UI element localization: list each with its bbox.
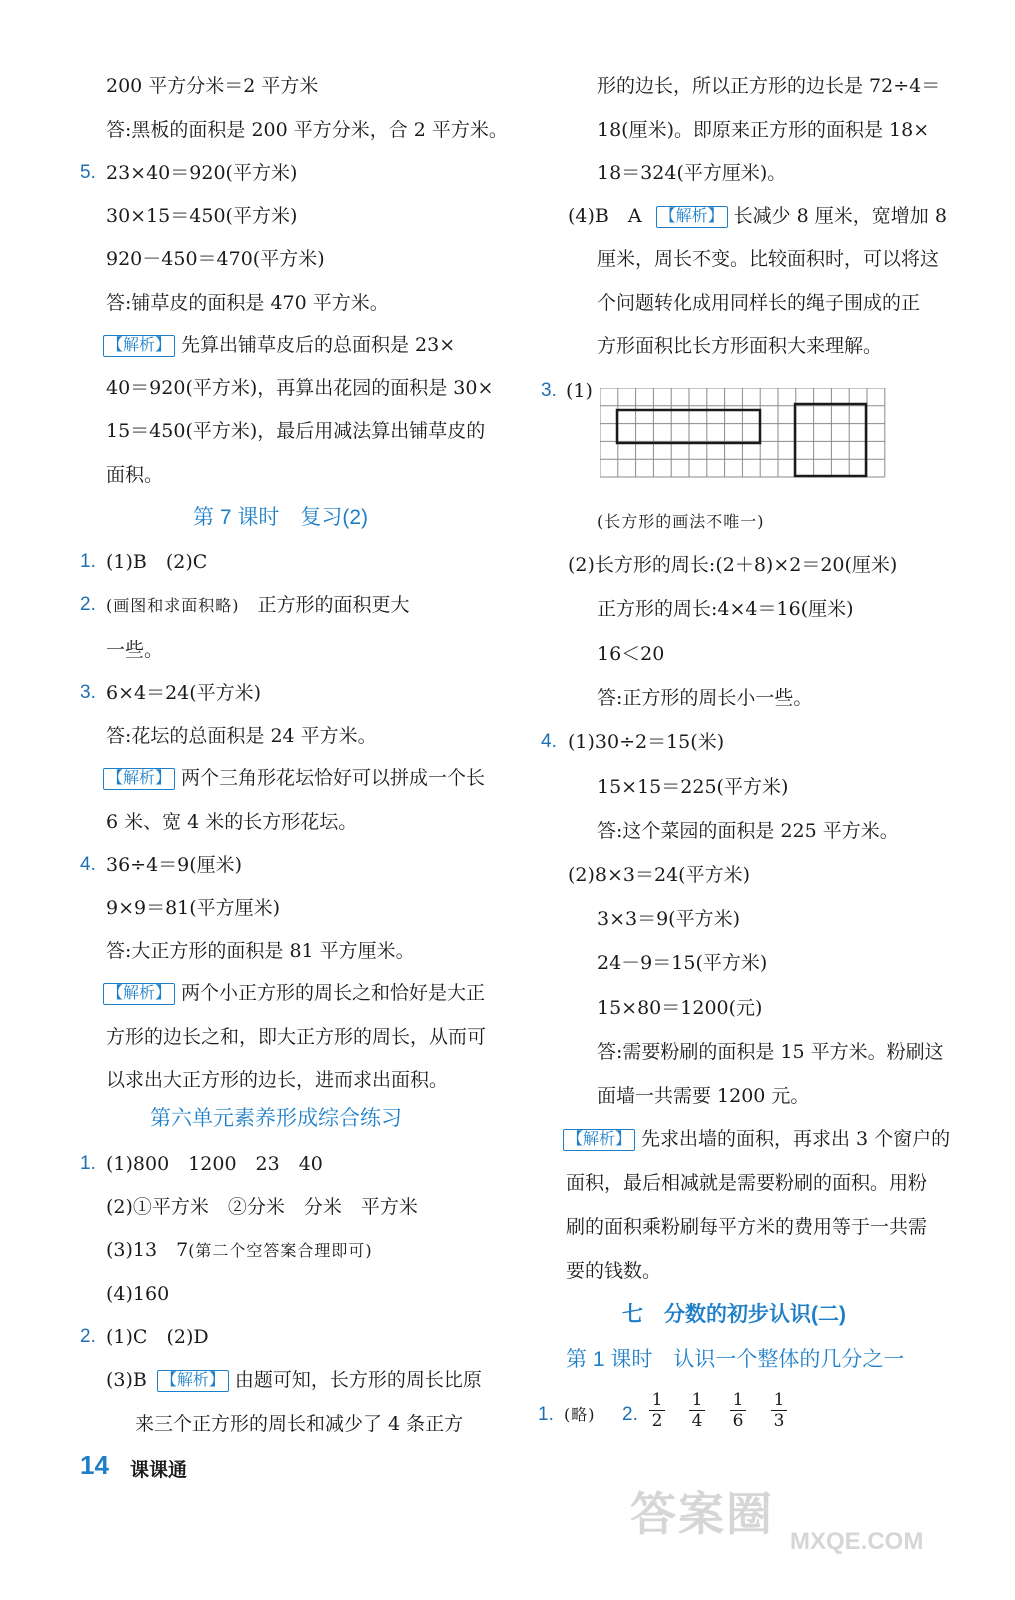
analysis-tag: 【解析】 (103, 335, 175, 357)
answer-line: (4)160 (106, 1283, 170, 1305)
answer-line: (略) (564, 1405, 596, 1424)
analysis-line: 18(厘米)。即原来正方形的面积是 18× (597, 119, 930, 141)
analysis-line: 以求出大正方形的边长，进而求出面积。 (106, 1069, 449, 1091)
question-number: 1. (538, 1404, 554, 1425)
answer-line: 答:花坛的总面积是 24 平方米。 (106, 725, 377, 747)
question-number: 4. (541, 731, 557, 752)
question-number: 1. (80, 551, 96, 572)
answer-line: (3)13 7(第二个空答案合理即可) (106, 1239, 373, 1261)
section-heading: 第 1 课时 认识一个整体的几分之一 (566, 1348, 905, 1371)
fraction: 1 6 (730, 1391, 746, 1430)
analysis-tag: 【解析】 (563, 1129, 635, 1151)
note-line: (长方形的画法不唯一) (597, 512, 765, 531)
question-number: 4. (80, 854, 96, 875)
analysis-line: 【解析】 先求出墙的面积，再求出 3 个窗户的 (563, 1126, 950, 1152)
analysis-line: 18＝324(平方厘米)。 (597, 162, 787, 184)
analysis-line: 6 米、宽 4 米的长方形花坛。 (106, 811, 358, 833)
question-number: 2. (80, 1326, 96, 1347)
chapter-heading: 七 分数的初步认识(二) (622, 1303, 846, 1326)
analysis-line: 【解析】 先算出铺草皮后的总面积是 23× (103, 332, 455, 358)
analysis-line: 要的钱数。 (566, 1260, 662, 1282)
analysis-line: 方形面积比长方形面积大来理解。 (597, 335, 883, 357)
answer-line: 答:正方形的周长小一些。 (597, 687, 813, 709)
question-number: 1. (80, 1153, 96, 1174)
answer-line: 6×4＝24(平方米) (106, 682, 262, 704)
watermark-url: MXQE.COM (790, 1528, 924, 1555)
question-number: 2. (80, 594, 96, 615)
analysis-tag: 【解析】 (103, 768, 175, 790)
question-number: 2. (622, 1404, 638, 1425)
section-heading: 第 7 课时 复习(2) (193, 506, 369, 529)
answer-line: (1)C (2)D (106, 1326, 209, 1348)
answer-line: 9×9＝81(平方厘米) (106, 897, 281, 919)
answer-line: (1) (566, 380, 593, 402)
book-title: 课课通 (130, 1460, 188, 1481)
answer-line: 24－9＝15(平方米) (597, 952, 768, 974)
answer-line: (2)长方形的周长:(2＋8)×2＝20(厘米) (568, 554, 898, 576)
analysis-line: 个问题转化成用同样长的绳子围成的正 (597, 292, 921, 314)
answer-line: (2)①平方米 ②分米 分米 平方米 (106, 1196, 418, 1218)
answer-line: 答:这个菜园的面积是 225 平方米。 (597, 820, 899, 842)
analysis-line: 方形的边长之和，即大正方形的周长，从而可 (106, 1026, 487, 1048)
analysis-line: 来三个正方形的周长和减少了 4 条正方 (135, 1413, 464, 1435)
answer-line: (4)B A 【解析】 长减少 8 厘米，宽增加 8 (568, 205, 947, 227)
answer-line: 答:铺草皮的面积是 470 平方米。 (106, 292, 389, 314)
answer-line: (2)8×3＝24(平方米) (568, 864, 751, 886)
analysis-line: 形的边长，所以正方形的边长是 72÷4＝ (597, 75, 941, 97)
answer-line: 15×15＝225(平方米) (597, 776, 789, 798)
analysis-line: 15＝450(平方米)，最后用减法算出铺草皮的 (106, 420, 486, 442)
square-shape (795, 404, 866, 476)
answer-line: 920－450＝470(平方米) (106, 248, 325, 270)
answer-line: (1)B (2)C (106, 551, 208, 573)
grid-drawing (600, 388, 900, 478)
analysis-line: 面积。 (106, 464, 164, 486)
answer-line: 36÷4＝9(厘米) (106, 854, 243, 876)
fraction: 1 4 (689, 1391, 705, 1430)
question-number: 3. (80, 682, 96, 703)
answer-line: (1)30÷2＝15(米) (568, 731, 725, 753)
section-heading: 第六单元素养形成综合练习 (150, 1107, 402, 1130)
question-number: 5. (80, 162, 96, 183)
analysis-line: 厘米，周长不变。比较面积时，可以将这 (597, 248, 940, 270)
analysis-line: 面积，最后相减就是需要粉刷的面积。用粉 (566, 1172, 928, 1194)
analysis-tag: 【解析】 (157, 1370, 229, 1392)
answer-line: 3×3＝9(平方米) (597, 908, 741, 930)
question-number: 3. (541, 380, 557, 401)
answer-line: (1)800 1200 23 40 (106, 1153, 323, 1175)
answer-line: 30×15＝450(平方米) (106, 205, 298, 227)
fraction: 1 2 (649, 1391, 665, 1430)
answer-line: 23×40＝920(平方米) (106, 162, 298, 184)
answer-line: 正方形的周长:4×4＝16(厘米) (597, 598, 854, 620)
watermark-logo: 答案圈 (630, 1488, 774, 1540)
answer-line: 答:黑板的面积是 200 平方分米，合 2 平方米。 (106, 119, 508, 141)
fraction: 1 3 (771, 1391, 787, 1430)
answer-line: (3)B 【解析】 由题可知，长方形的周长比原 (106, 1369, 482, 1391)
analysis-line: 40＝920(平方米)，再算出花园的面积是 30× (106, 377, 494, 399)
analysis-tag: 【解析】 (656, 206, 728, 228)
answer-line: 答:需要粉刷的面积是 15 平方米。粉刷这 (597, 1041, 944, 1063)
analysis-line: 刷的面积乘粉刷每平方米的费用等于一共需 (566, 1216, 928, 1238)
page-number: 14 (80, 1450, 109, 1480)
answer-line: (画图和求面积略) 正方形的面积更大 (106, 594, 410, 616)
analysis-line: 【解析】 两个小正方形的周长之和恰好是大正 (103, 980, 485, 1006)
analysis-tag: 【解析】 (103, 983, 175, 1005)
answer-line: 面墙一共需要 1200 元。 (597, 1085, 810, 1107)
answer-line: 16＜20 (597, 643, 665, 665)
answer-line: 200 平方分米＝2 平方米 (106, 75, 319, 97)
analysis-line: 【解析】 两个三角形花坛恰好可以拼成一个长 (103, 765, 485, 791)
answer-line: 一些。 (106, 639, 164, 661)
answer-line: 15×80＝1200(元) (597, 997, 763, 1019)
answer-line: 答:大正方形的面积是 81 平方厘米。 (106, 940, 415, 962)
